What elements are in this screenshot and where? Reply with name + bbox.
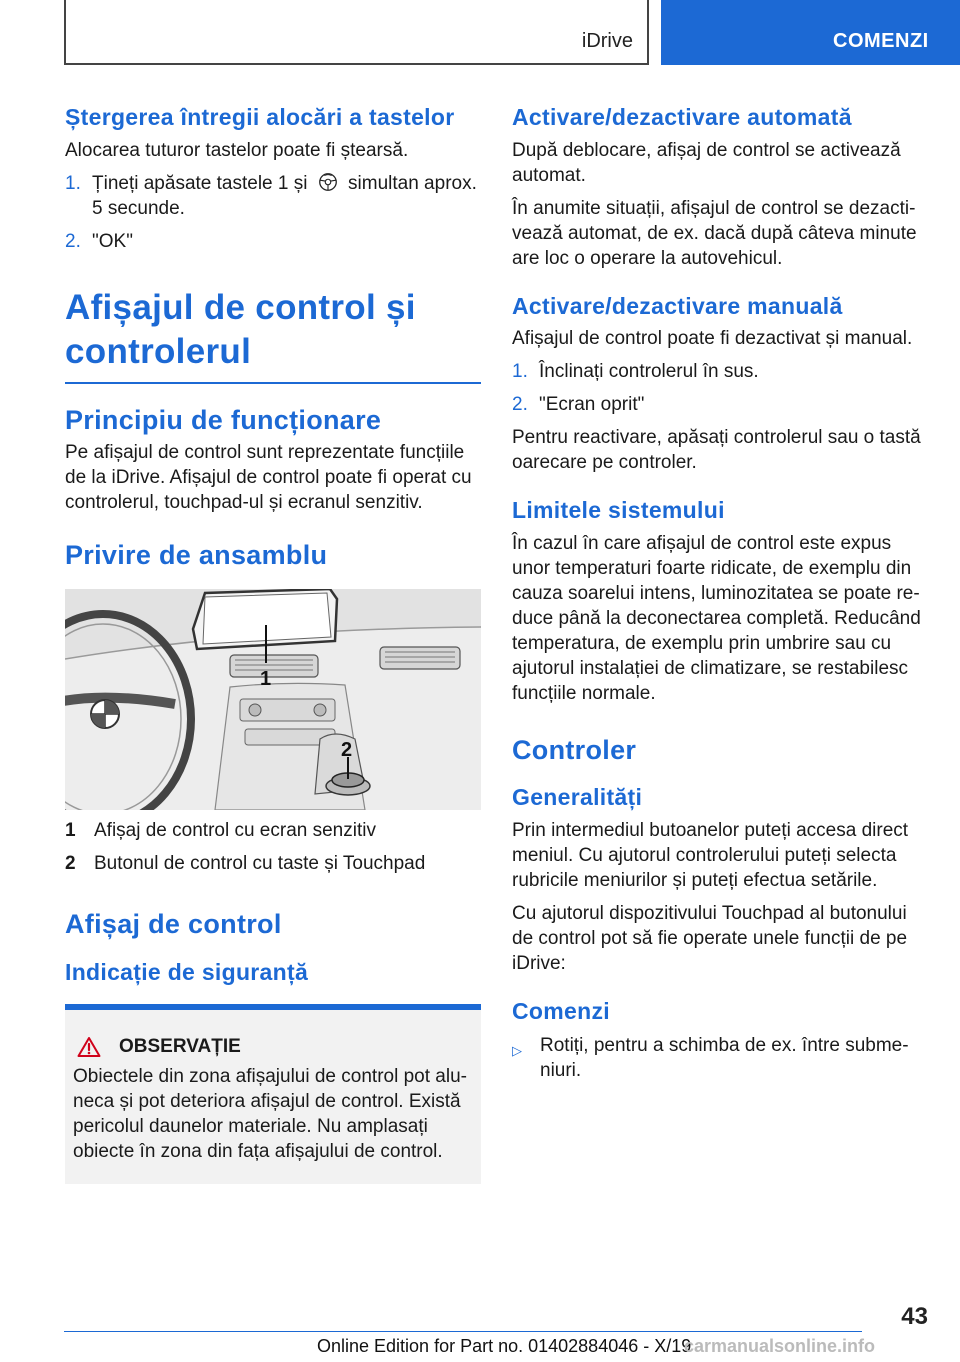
limits-heading: Limitele sistemului	[512, 497, 725, 524]
step-number: 2.	[65, 230, 81, 252]
step-text	[92, 171, 481, 221]
delete-steps	[65, 171, 481, 254]
legend-number: 2	[65, 853, 76, 875]
general-paragraph-2: Cu ajutorul dispozitivului Touchpad al butonului de control pot să fie operate unele funcții de pe iDrive:	[512, 902, 908, 974]
header-chapter-title: COMENZI	[833, 30, 929, 52]
warning-text: Obiectele din zona afișajului de control pot aluneca și pot deteriora afișajul de control. Există pericolul daunelor materiale. Nu amplasați obiecte în zona din fața afișajului de control.	[73, 1066, 467, 1163]
warning-title	[73, 1036, 471, 1058]
delete-intro: Alocarea tuturor tastelor poate fi ștearsă.	[65, 139, 409, 161]
header-section-box	[64, 0, 649, 65]
limits-text: În cazul în care afișajul de control este expus unor temperaturi foarte ridicate, de exemplu din cauza soarelui intens, luminozitatea se poate reduce până la deconectarea completă. Reducând temperatura, de exemplu prin umbrire sau cu ajutorul instalației de climatizare, se restabilesc funcțiile normale.	[512, 532, 921, 704]
manual-paragraph-2: Pentru reactivare, apăsați controlerul sau o tastă oarecare pe controler.	[512, 427, 921, 474]
step-number: 1.	[512, 361, 528, 383]
auto-paragraph-1: După deblocare, afișaj de control se activează automat.	[512, 139, 901, 186]
dashboard-illustration	[65, 589, 481, 810]
step-text-before: Țineți apăsate tastele 1 și	[92, 172, 308, 194]
overview-heading: Privire de ansamblu	[65, 539, 328, 570]
list-item	[65, 229, 481, 254]
edition-line: Online Edition for Part no. 01402884046 - X/19	[317, 1336, 692, 1356]
step-text: "Ecran oprit"	[539, 394, 645, 416]
step-number: 1.	[65, 172, 81, 194]
warning-triangle-icon	[77, 1036, 101, 1058]
legend-item	[65, 818, 481, 843]
list-item	[512, 359, 926, 384]
right-column	[512, 100, 926, 1083]
commands-heading: Comenzi	[512, 997, 610, 1024]
auto-paragraph-2: În anumite situații, afișajul de control se dezactivează automat, de ex. dacă după câteva minute are loc o operare la autovehicul.	[512, 197, 917, 269]
legend-text: Afișaj de control cu ecran senzitiv	[94, 820, 376, 842]
manual-heading: Activare/dezactivare manuală	[512, 292, 843, 319]
header-section-title: iDrive	[581, 30, 633, 52]
step-text-after: simultan aprox. 5 secunde.	[92, 172, 477, 219]
step-text: "OK"	[92, 230, 133, 252]
dashboard-drawing	[65, 589, 481, 810]
manual-paragraph-1: Afișajul de control poate fi dezactivat și manual.	[512, 328, 913, 350]
left-column	[65, 100, 481, 1184]
triangle-bullet-icon: ▷	[512, 1043, 522, 1059]
principle-text: Pe afișajul de control sunt reprezentate funcțiile de la iDrive. Afișajul de control poate fi operat cu controlerul, touchpad-ul și ecranul senzitiv.	[65, 441, 472, 513]
chapter-title-line1: Afișajul de control și	[65, 287, 416, 327]
list-item-text: Rotiți, pentru a schimba de ex. între submeniuri.	[540, 1035, 909, 1082]
warning-label: OBSERVAȚIE	[119, 1036, 241, 1058]
figure-callout-2: 2	[341, 739, 353, 762]
header-chapter-tab	[661, 0, 960, 65]
delete-assignment-heading: Ștergerea întregii alocări a tastelor	[65, 104, 455, 130]
figure-callout-1: 1	[260, 668, 272, 691]
step-text: Înclinați controlerul în sus.	[539, 361, 759, 383]
footer-divider	[64, 1331, 862, 1332]
auto-heading: Activare/dezactivare automată	[512, 104, 852, 130]
principle-heading: Principiu de funcționare	[65, 404, 382, 435]
step-number: 2.	[512, 394, 528, 416]
list-item	[512, 392, 926, 417]
steering-wheel-icon	[317, 171, 339, 193]
controller-heading: Controler	[512, 734, 637, 765]
chapter-divider	[65, 382, 481, 384]
watermark: carmanualsonline.info	[684, 1336, 876, 1356]
general-heading: Generalități	[512, 784, 643, 811]
warning-box	[65, 1004, 481, 1184]
list-item	[65, 171, 481, 221]
page-number: 43	[901, 1303, 928, 1330]
safety-heading: Indicație de siguranță	[65, 958, 309, 985]
display-heading: Afișaj de control	[65, 909, 282, 940]
legend-item	[65, 851, 481, 876]
chapter-title-line2: controlerul	[65, 331, 252, 371]
legend-text: Butonul de control cu taste și Touchpad	[94, 853, 426, 875]
general-paragraph-1: Prin intermediul butoanelor puteți accesa direct meniul. Cu ajutorul controlerului puteți selecta rubricile meniurilor și puteți efectua setările.	[512, 819, 909, 891]
commands-list	[512, 1033, 926, 1083]
legend-number: 1	[65, 820, 76, 842]
figure-legend	[65, 818, 481, 876]
manual-steps	[512, 359, 926, 417]
chapter-title	[65, 286, 481, 374]
list-item	[512, 1033, 926, 1083]
